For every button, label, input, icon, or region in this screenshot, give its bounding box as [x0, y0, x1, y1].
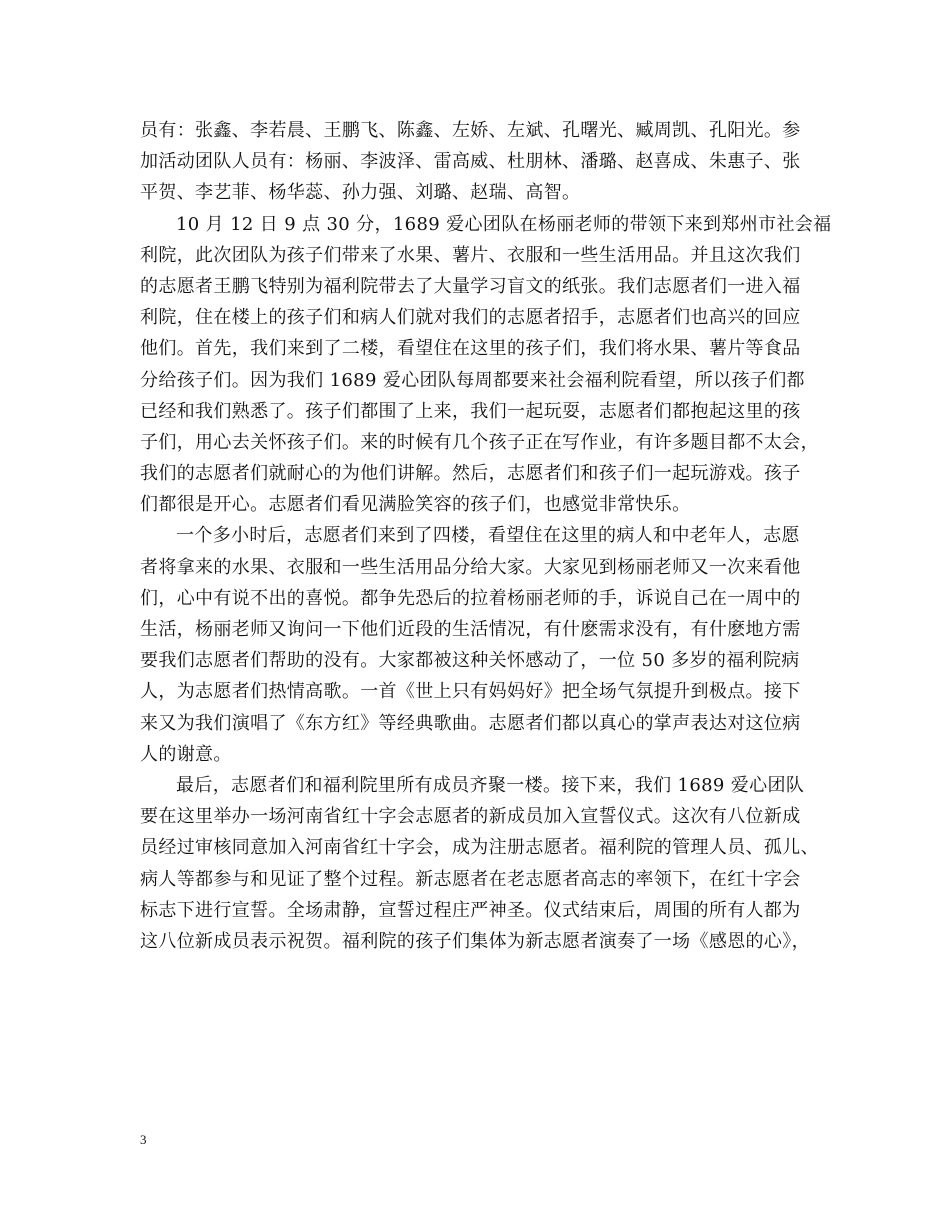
text-line: 要在这里举办一场河南省红十字会志愿者的新成员加入宣誓仪式。这次有八位新成 [140, 806, 801, 828]
text-line: 标志下进行宣誓。全场肃静，宣誓过程庄严神圣。仪式结束后，周围的所有人都为 [140, 899, 801, 921]
text-line: 利院，此次团队为孩子们带来了水果、薯片、衣服和一些生活用品。并且这次我们 [140, 244, 801, 266]
text-line: 这八位新成员表示祝贺。福利院的孩子们集体为新志愿者演奏了一场《感恩的心》， [140, 930, 810, 952]
text-line: 来又为我们演唱了《东方红》等经典歌曲。志愿者们都以真心的掌声表达对这位病 [140, 712, 801, 734]
text-line: 要我们志愿者们帮助的没有。大家都被这种关怀感动了，一位 50 多岁的福利院病 [140, 650, 800, 672]
text-line: 们，心中有说不出的喜悦。都争先恐后的拉着杨丽老师的手，诉说自己在一周中的 [140, 587, 801, 609]
text-line: 加活动团队人员有：杨丽、李波泽、雷高威、杜朋林、潘璐、赵喜成、朱惠子、张 [140, 151, 801, 173]
text-line: 员有：张鑫、李若晨、王鹏飞、陈鑫、左娇、左斌、孔曙光、臧周凯、孔阳光。参 [140, 120, 801, 141]
text-line: 平贺、李艺菲、杨华蕊、孙力强、刘璐、赵瑞、高智。 [140, 182, 581, 204]
paragraph-first-line: 一个多小时后，志愿者们来到了四楼，看望住在这里的病人和中老年人，志愿 [176, 525, 800, 547]
text-line: 人，为志愿者们热情高歌。一首《世上只有妈妈好》把全场气氛提升到极点。接下 [140, 681, 801, 703]
paragraph-first-line: 最后，志愿者们和福利院里所有成员齐聚一楼。接下来，我们 1689 爱心团队 [176, 774, 805, 796]
paragraph-first-line: 10 月 12 日 9 点 30 分，1689 爱心团队在杨丽老师的带领下来到郑州市社会福 [176, 213, 832, 235]
text-line: 者将拿来的水果、衣服和一些生活用品分给大家。大家见到杨丽老师又一次来看他 [140, 556, 801, 578]
text-line: 子们，用心去关怀孩子们。来的时候有几个孩子正在写作业，有许多题目都不太会， [140, 431, 819, 453]
text-line: 病人等都参与和见证了整个过程。新志愿者在老志愿者高志的率领下，在红十字会 [140, 868, 801, 890]
text-line: 们都很是开心。志愿者们看见满脸笑容的孩子们，也感觉非常快乐。 [140, 494, 691, 516]
text-line: 人的谢意。 [140, 743, 232, 765]
text-line: 员经过审核同意加入河南省红十字会，成为注册志愿者。福利院的管理人员、孤儿、 [140, 837, 819, 859]
page-number: 3 [140, 1132, 147, 1147]
text-line: 已经和我们熟悉了。孩子们都围了上来，我们一起玩耍，志愿者们都抱起这里的孩 [140, 400, 801, 422]
text-line: 他们。首先，我们来到了二楼，看望住在这里的孩子们，我们将水果、薯片等食品 [140, 338, 801, 360]
text-line: 生活，杨丽老师又询问一下他们近段的生活情况，有什麽需求没有，有什麽地方需 [140, 619, 801, 640]
text-line: 我们的志愿者们就耐心的为他们讲解。然后，志愿者们和孩子们一起玩游戏。孩子 [140, 463, 801, 485]
text-line: 的志愿者王鹏飞特别为福利院带去了大量学习盲文的纸张。我们志愿者们一进入福 [140, 275, 801, 297]
text-line: 分给孩子们。因为我们 1689 爱心团队每周都要来社会福利院看望，所以孩子们都 [140, 369, 805, 391]
document-body [140, 115, 832, 957]
text-line: 利院，住在楼上的孩子们和病人们就对我们的志愿者招手，志愿者们也高兴的回应 [140, 307, 801, 329]
